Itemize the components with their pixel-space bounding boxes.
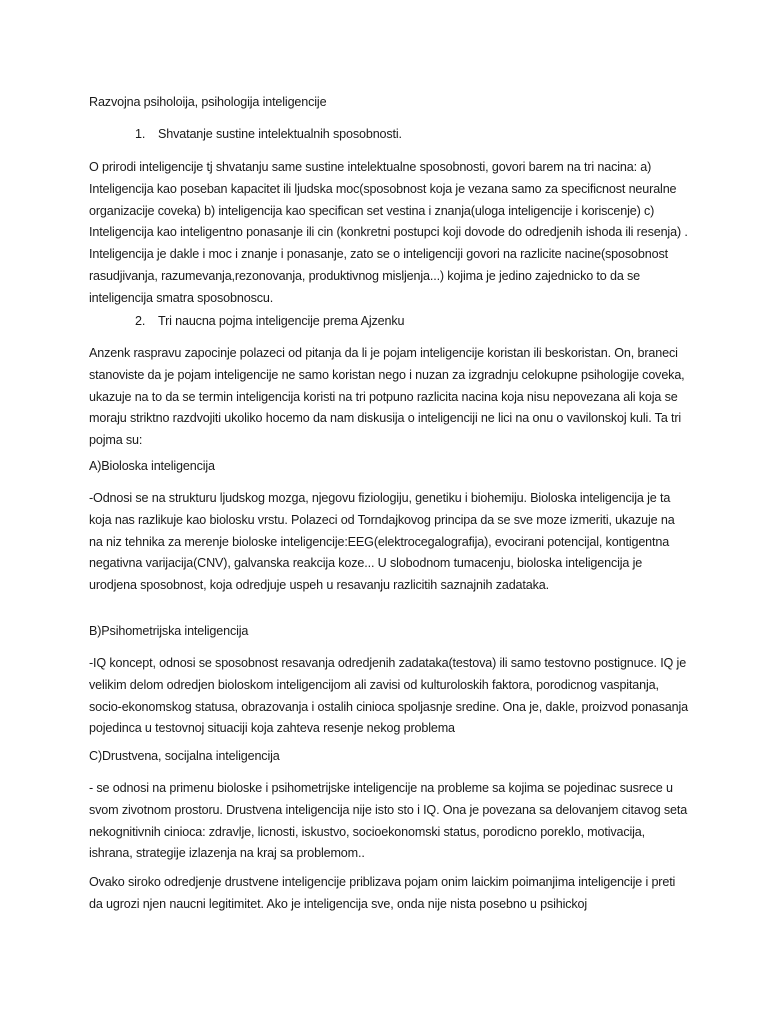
paragraph-social: - se odnosi na primenu bioloske i psihometrijske inteligencije na probleme sa kojima se pojedinac susrece u svom zivotnom prostoru. Drustvena inteligencija nije isto sto i IQ. Ona je povezana sa delovanjem citavog seta nekognitivnih cinioca: zdravlje, licnosti, iskustvo, socioekonomski status, porodicno poreklo, motivacija, ishrana, strategije izlazenja na kraj sa problemom.. (89, 781, 688, 861)
paragraph-conclusion: Ovako siroko odredjenje drustvene inteligencije priblizava pojam onim laickim poimanjima inteligencije i preti da ugrozi njen naucni legitimitet. Ako je inteligencija sve, onda nije nista posebno u psihickoj (89, 875, 676, 911)
section-number: 1. (135, 127, 146, 141)
paragraph-intelligence-nature: O prirodi inteligencije tj shvatanju same sustine intelektualne sposobnosti, govori barem na tri nacina: a) Inteligencija kao poseban kapacitet ili ljudska moc(sposobnost koja je vezana samo za specificnost neuralne organizacije coveka) b) inteligencija kao specifican set vestina i znanja(uloga inteligencije i koriscenje) c) Inteligencija kao inteligentno ponasanje ili cin (konkretni postupci koji dovode do odredjenih ishoda ili resenja) . Inteligencija je dakle i moc i znanje i ponasanje, zato se o inteligenciji govori na razlicite nacine(sposobnost rasudjivanja, razumevanja,rezonovanja, produktivnog misljenja...) kojima je jedino zajednicko to da se inteligencija smatra sposobnoscu. (89, 160, 688, 305)
section-heading-text: Shvatanje sustine intelektualnih sposobnosti. (158, 127, 402, 141)
paragraph-psychometric: -IQ koncept, odnosi se sposobnost resavanja odredjenih zadataka(testova) ili samo testovno postignuce. IQ je velikim delom odredjen bioloskom inteligencijom ali zavisi od kulturoloskih faktora, porodicnog vaspitanja, socio-ekonomskog statusa, obrazovanja i ostalih cinioca spoljasnje sredine. Ona je, dakle, proizvod ponasanja pojedinca u testovnoj situaciji koja zahteva resenje nekog problema (89, 656, 689, 736)
section-heading-2 (135, 311, 635, 333)
section-number: 2. (135, 314, 146, 328)
subheading-biological: A)Bioloska inteligencija (89, 459, 215, 473)
paragraph-ajzenk: Anzenk raspravu zapocinje polazeci od pitanja da li je pojam inteligencije koristan ili beskoristan. On, braneci stanoviste da je pojam inteligencije ne samo koristan nego i nuzan za izgradnju celokupne psihologije coveka, ukazuje na to da se termin inteligencija koristi na tri potpuno razlicita nacina koja nisu nepovezana ali koja se moraju striktno razdvojiti ukoliko hocemo da nam diskusija o inteligenciji ne lici na onu o vavilonskoj kuli. Ta tri pojma su: (89, 346, 685, 448)
subheading-social: C)Drustvena, socijalna inteligencija (89, 749, 280, 763)
section-heading-1 (135, 124, 635, 146)
section-heading-text: Tri naucna pojma inteligencije prema Ajzenku (158, 314, 405, 328)
subheading-psychometric: B)Psihometrijska inteligencija (89, 624, 249, 638)
paragraph-biological: -Odnosi se na strukturu ljudskog mozga, njegovu fiziologiju, genetiku i biohemiju. Bioloska inteligencija je ta koja nas razlikuje kao biolosku vrstu. Polazeci od Torndajkovog principa da se sve moze izmeriti, ukazuje na na niz tehnika za merenje bioloske inteligencije:EEG(elektrocegalografija), evocirani potencijal, kontigentna negativna varijacija(CNV), galvanska reakcija koze... U slobodnom tumacenju, bioloska inteligencija je urodjena sposobnost, koja odredjuje uspeh u resavanju razlicitih saznajnih zadataka. (89, 491, 675, 593)
document-title: Razvojna psiholoija, psihologija inteligencije (89, 95, 327, 109)
